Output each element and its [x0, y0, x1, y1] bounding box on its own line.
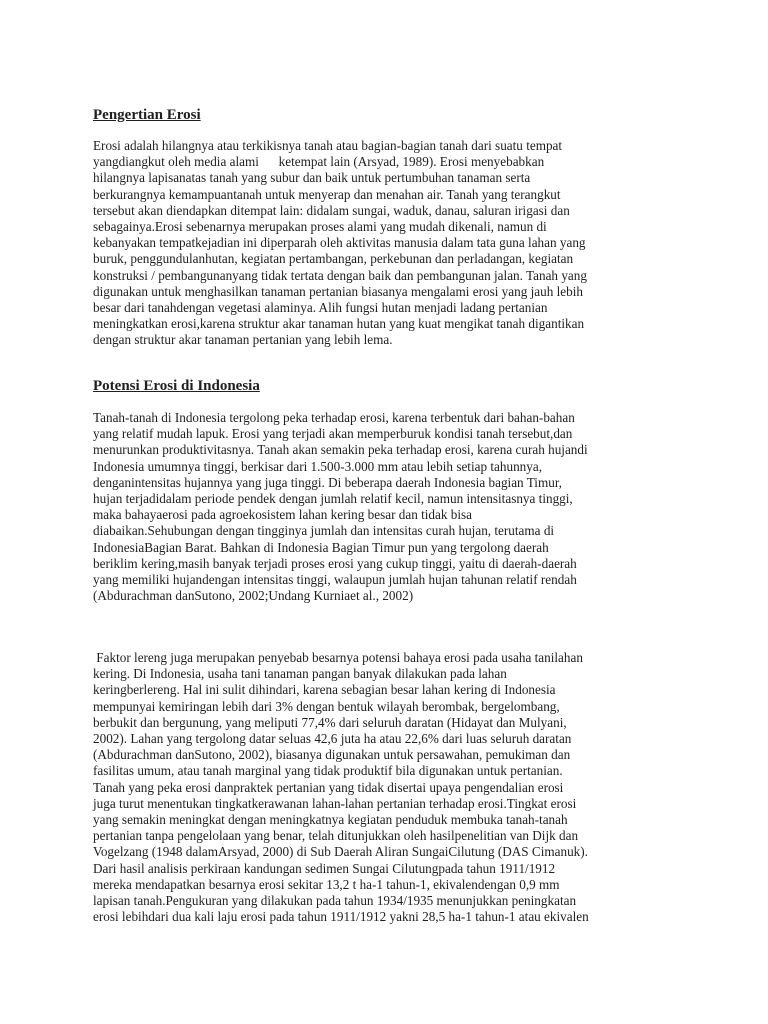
text-line: berkurangnya kemampuantanah untuk menyerap dan menahan air. Tanah yang terangkut	[93, 186, 561, 202]
text-line: hilangnya lapisanatas tanah yang subur dan baik untuk pertumbuhan tanaman serta	[93, 170, 531, 186]
paragraph-potensi-erosi-1	[93, 410, 588, 604]
text-line: Erosi adalah hilangnya atau terkikisnya tanah atau bagian-bagian tanah dari suatu tempat	[93, 138, 563, 153]
text-line: berbukit dan bergunung, yang meliputi 77,4% dari seluruh daratan (Hidayat dan Mulyani,	[93, 714, 567, 730]
text-line: yang relatif mudah lapuk. Erosi yang terjadi akan memperburuk kondisi tanah tersebut,dan	[93, 426, 573, 442]
text-line: lapisan tanah.Pengukuran yang dilakukan pada tahun 1934/1935 menunjukkan peningkatan	[93, 893, 577, 909]
text-line: Indonesia umumnya tinggi, berkisar dari 1.500-3.000 mm atau lebih setiap tahunnya,	[93, 458, 543, 474]
text-line: Tanah yang peka erosi danpraktek pertanian yang tidak disertai upaya pengendalian erosi	[93, 779, 564, 795]
text-line: IndonesiaBagian Barat. Bahkan di Indonesia Bagian Timur pun yang tergolong daerah	[93, 539, 549, 555]
text-line: erosi lebihdari dua kali laju erosi pada tahun 1911/1912 yakni 28,5 ha-1 tahun-1 atau ekivalen	[93, 909, 589, 925]
text-line: beriklim kering,masih banyak terjadi proses erosi yang cukup tinggi, yaitu di daerah-daerah	[93, 555, 577, 571]
text-line: Faktor lereng juga merupakan penyebab besarnya potensi bahaya erosi pada usaha tanilahan	[93, 650, 583, 665]
text-line: 2002). Lahan yang tergolong datar seluas 42,6 juta ha atau 22,6% dari luas seluruh daratan	[93, 731, 572, 747]
text-line: kering. Di Indonesia, usaha tani tanaman pangan banyak dilakukan pada lahan	[93, 666, 507, 682]
text-line: digunakan untuk menghasilkan tanaman pertanian biasanya mengalami erosi yang jauh lebih	[93, 283, 583, 299]
text-line: mereka mendapatkan besarnya erosi sekitar 13,2 t ha-1 tahun-1, ekivalendengan 0,9 mm	[93, 876, 560, 892]
text-line: tersebut akan diendapkan ditempat lain: didalam sungai, waduk, danau, saluran irigasi dan	[93, 202, 570, 218]
text-line: keringberlereng. Hal ini sulit dihindari, karena sebagian besar lahan kering di Indonesia	[93, 682, 556, 698]
text-line: yang memiliki hujandengan intensitas tinggi, walaupun jumlah hujan tahunan relatif rendah	[93, 572, 577, 588]
text-line: diabaikan.Sehubungan dengan tingginya jumlah dan intensitas curah hujan, terutama di	[93, 523, 555, 539]
text-line: denganintensitas hujannya yang juga tinggi. Di beberapa daerah Indonesia bagian Timur,	[93, 474, 562, 490]
text-line: Dari hasil analisis perkiraan kandungan sedimen Sungai Cilutungpada tahun 1911/1912	[93, 860, 556, 876]
text-line: (Abdurachman danSutono, 2002), biasanya digunakan untuk persawahan, pemukiman dan	[93, 747, 571, 763]
text-line: buruk, penggundulanhutan, kegiatan pertambangan, perkebunan dan perladangan, kegiatan	[93, 251, 574, 267]
text-line: Tanah-tanah di Indonesia tergolong peka terhadap erosi, karena terbentuk dari bahan-bahan	[93, 410, 575, 425]
text-line: besar dari tanahdengan vegetasi alaminya. Alih fungsi hutan menjadi ladang pertanian	[93, 300, 548, 316]
section-heading-pengertian-erosi: Pengertian Erosi	[93, 107, 201, 123]
text-line: meningkatkan erosi,karena struktur akar tanaman hutan yang kuat mengikat tanah digantikan	[93, 316, 585, 332]
text-line: yang semakin meningkat dengan meningkatnya kegiatan penduduk membuka tanah-tanah	[93, 812, 568, 828]
text-line: fasilitas umum, atau tanah marginal yang tidak produktif bila digunakan untuk pertanian.	[93, 763, 563, 779]
text-line: maka bahayaerosi pada agroekosistem lahan kering besar dan tidak bisa	[93, 507, 472, 523]
paragraph-potensi-erosi-2	[93, 650, 589, 925]
text-line: (Abdurachman danSutono, 2002;Undang Kurniaet al., 2002)	[93, 588, 414, 604]
paragraph-pengertian-erosi	[93, 138, 587, 349]
text-line: menurunkan produktivitasnya. Tanah akan semakin peka terhadap erosi, karena curah hujandi	[93, 442, 588, 458]
text-line: dengan struktur akar tanaman pertanian yang lebih lema.	[93, 332, 393, 348]
text-line: juga turut menentukan tingkatkerawanan lahan-lahan pertanian terhadap erosi.Tingkat erosi	[93, 795, 577, 811]
section-heading-potensi-erosi: Potensi Erosi di Indonesia	[93, 378, 260, 394]
text-line: mempunyai kemiringan lebih dari 3% dengan bentuk wilayah berombak, bergelombang,	[93, 698, 560, 714]
text-line: yangdiangkut oleh media alami ketempat lain (Arsyad, 1989). Erosi menyebabkan	[93, 154, 545, 170]
text-line: hujan terjadidalam periode pendek dengan jumlah relatif kecil, namun intensitasnya tinggi,	[93, 491, 573, 507]
text-line: Vogelzang (1948 dalamArsyad, 2000) di Sub Daerah Aliran SungaiCilutung (DAS Cimanuk).	[93, 844, 588, 860]
text-line: kebanyakan tempatkejadian ini diperparah oleh aktivitas manusia dalam tata guna lahan yang	[93, 235, 586, 251]
text-line: sebagainya.Erosi sebenarnya merupakan proses alami yang mudah dikenali, namun di	[93, 219, 547, 235]
text-line: konstruksi / pembangunanyang tidak tertata dengan baik dan pembangunan jalan. Tanah yang	[93, 267, 587, 283]
text-line: pertanian tanpa pengelolaan yang benar, telah ditunjukkan oleh hasilpenelitian van Dijk dan	[93, 828, 579, 844]
